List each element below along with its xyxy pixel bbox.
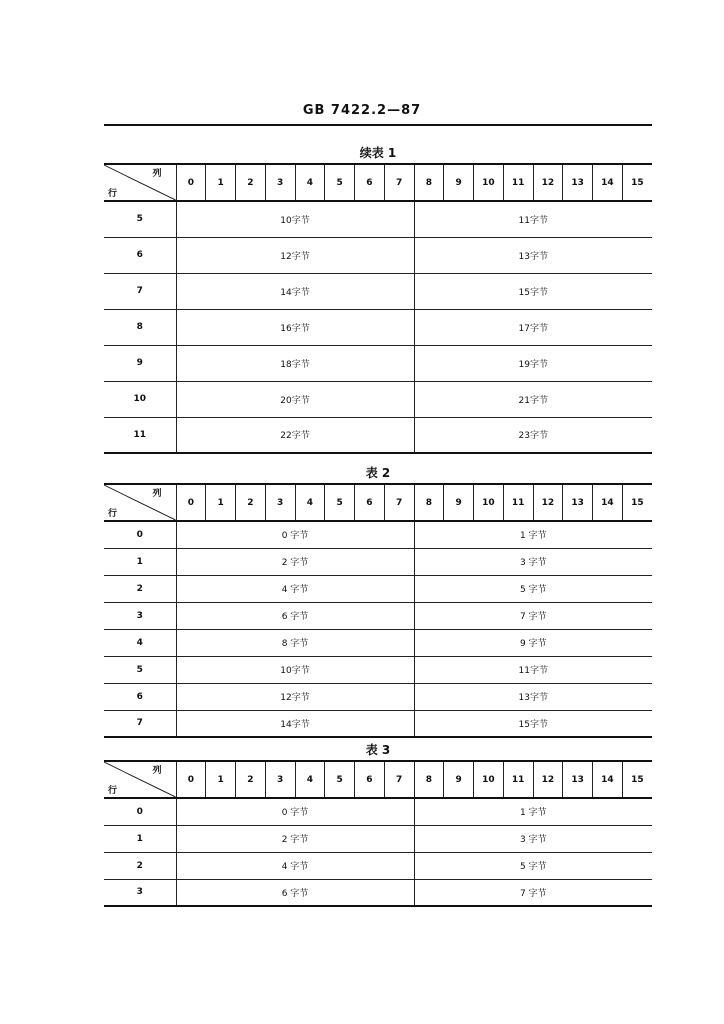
table-row bbox=[104, 852, 652, 879]
byte-cell-left: 4 字节 bbox=[176, 852, 414, 879]
row-column-corner-cell bbox=[104, 484, 176, 521]
row-axis-label: 行 bbox=[108, 189, 118, 199]
row-axis-label: 行 bbox=[108, 786, 118, 796]
column-header-cell: 12 bbox=[533, 761, 563, 798]
column-header-cell: 3 bbox=[265, 164, 295, 201]
column-header-cell: 10 bbox=[474, 484, 504, 521]
column-header-cell: 3 bbox=[265, 484, 295, 521]
byte-cell-left: 22字节 bbox=[176, 417, 414, 453]
column-header-cell: 13 bbox=[563, 484, 593, 521]
byte-cell-left: 0 字节 bbox=[176, 521, 414, 548]
column-header-cell: 0 bbox=[176, 761, 206, 798]
column-header-cell: 12 bbox=[533, 484, 563, 521]
byte-cell-right: 5 字节 bbox=[414, 575, 652, 602]
byte-cell-right: 11字节 bbox=[414, 201, 652, 237]
column-axis-label: 列 bbox=[152, 489, 162, 499]
column-header-cell: 1 bbox=[206, 484, 236, 521]
column-header-cell: 15 bbox=[622, 761, 652, 798]
row-column-corner-cell bbox=[104, 761, 176, 798]
column-axis-label: 列 bbox=[152, 169, 162, 179]
row-number-cell: 9 bbox=[104, 345, 176, 381]
byte-cell-right: 13字节 bbox=[414, 237, 652, 273]
table-row bbox=[104, 602, 652, 629]
table-row bbox=[104, 798, 652, 825]
column-header-cell: 10 bbox=[474, 164, 504, 201]
column-header-cell: 10 bbox=[474, 761, 504, 798]
column-header-cell: 9 bbox=[444, 164, 474, 201]
table-row bbox=[104, 417, 652, 453]
byte-cell-left: 12字节 bbox=[176, 237, 414, 273]
column-header-row bbox=[104, 484, 652, 521]
table-row bbox=[104, 201, 652, 237]
column-header-cell: 5 bbox=[325, 761, 355, 798]
table-row bbox=[104, 309, 652, 345]
column-header-cell: 4 bbox=[295, 484, 325, 521]
byte-cell-right: 5 字节 bbox=[414, 852, 652, 879]
column-header-cell: 8 bbox=[414, 484, 444, 521]
row-number-cell: 3 bbox=[104, 602, 176, 629]
column-header-cell: 8 bbox=[414, 164, 444, 201]
table-row bbox=[104, 575, 652, 602]
column-header-cell: 12 bbox=[533, 164, 563, 201]
table-row bbox=[104, 237, 652, 273]
table-row bbox=[104, 825, 652, 852]
column-header-cell: 15 bbox=[622, 484, 652, 521]
byte-cell-right: 15字节 bbox=[414, 273, 652, 309]
byte-cell-right: 3 字节 bbox=[414, 548, 652, 575]
row-number-cell: 5 bbox=[104, 656, 176, 683]
column-header-cell: 7 bbox=[384, 484, 414, 521]
table-row bbox=[104, 548, 652, 575]
column-header-cell: 3 bbox=[265, 761, 295, 798]
column-header-cell: 0 bbox=[176, 164, 206, 201]
column-header-cell: 9 bbox=[444, 484, 474, 521]
row-number-cell: 7 bbox=[104, 710, 176, 737]
column-header-cell: 4 bbox=[295, 761, 325, 798]
table-caption-3: 表 3 bbox=[365, 743, 391, 757]
row-axis-label: 行 bbox=[108, 509, 118, 519]
column-header-cell: 4 bbox=[295, 164, 325, 201]
row-number-cell: 11 bbox=[104, 417, 176, 453]
row-number-cell: 1 bbox=[104, 825, 176, 852]
table-row bbox=[104, 683, 652, 710]
column-header-cell: 5 bbox=[325, 164, 355, 201]
column-header-cell: 9 bbox=[444, 761, 474, 798]
row-number-cell: 5 bbox=[104, 201, 176, 237]
table-caption-2: 表 2 bbox=[365, 466, 391, 480]
row-number-cell: 4 bbox=[104, 629, 176, 656]
byte-table-2 bbox=[104, 483, 652, 738]
column-header-cell: 0 bbox=[176, 484, 206, 521]
byte-cell-right: 11字节 bbox=[414, 656, 652, 683]
row-number-cell: 3 bbox=[104, 879, 176, 906]
column-header-cell: 2 bbox=[236, 164, 266, 201]
byte-cell-right: 21字节 bbox=[414, 381, 652, 417]
byte-cell-left: 2 字节 bbox=[176, 548, 414, 575]
byte-cell-left: 18字节 bbox=[176, 345, 414, 381]
row-number-cell: 1 bbox=[104, 548, 176, 575]
table-row bbox=[104, 710, 652, 737]
column-axis-label: 列 bbox=[152, 766, 162, 776]
column-header-cell: 1 bbox=[206, 164, 236, 201]
column-header-cell: 15 bbox=[622, 164, 652, 201]
table-row bbox=[104, 273, 652, 309]
column-header-cell: 14 bbox=[593, 761, 623, 798]
table-row bbox=[104, 521, 652, 548]
table-caption-continued-1: 续表 1 bbox=[359, 146, 397, 160]
column-header-cell: 11 bbox=[503, 164, 533, 201]
column-header-cell: 7 bbox=[384, 164, 414, 201]
byte-cell-left: 10字节 bbox=[176, 656, 414, 683]
byte-cell-left: 6 字节 bbox=[176, 602, 414, 629]
row-number-cell: 10 bbox=[104, 381, 176, 417]
column-header-cell: 7 bbox=[384, 761, 414, 798]
table-row bbox=[104, 345, 652, 381]
row-number-cell: 2 bbox=[104, 852, 176, 879]
column-header-cell: 2 bbox=[236, 761, 266, 798]
byte-cell-left: 0 字节 bbox=[176, 798, 414, 825]
byte-cell-right: 3 字节 bbox=[414, 825, 652, 852]
byte-cell-left: 12字节 bbox=[176, 683, 414, 710]
byte-cell-left: 10字节 bbox=[176, 201, 414, 237]
byte-cell-right: 19字节 bbox=[414, 345, 652, 381]
byte-cell-left: 2 字节 bbox=[176, 825, 414, 852]
column-header-cell: 6 bbox=[355, 164, 385, 201]
row-number-cell: 2 bbox=[104, 575, 176, 602]
row-number-cell: 0 bbox=[104, 521, 176, 548]
column-header-row bbox=[104, 761, 652, 798]
column-header-cell: 11 bbox=[503, 484, 533, 521]
standard-number: GB 7422.2—87 bbox=[302, 103, 422, 118]
column-header-cell: 14 bbox=[593, 164, 623, 201]
byte-cell-right: 17字节 bbox=[414, 309, 652, 345]
table-row bbox=[104, 879, 652, 906]
column-header-cell: 5 bbox=[325, 484, 355, 521]
byte-cell-left: 20字节 bbox=[176, 381, 414, 417]
row-number-cell: 8 bbox=[104, 309, 176, 345]
byte-cell-left: 4 字节 bbox=[176, 575, 414, 602]
column-header-row bbox=[104, 164, 652, 201]
column-header-cell: 6 bbox=[355, 484, 385, 521]
row-number-cell: 6 bbox=[104, 683, 176, 710]
column-header-cell: 2 bbox=[236, 484, 266, 521]
byte-cell-right: 23字节 bbox=[414, 417, 652, 453]
byte-cell-right: 9 字节 bbox=[414, 629, 652, 656]
row-column-corner-cell bbox=[104, 164, 176, 201]
byte-cell-left: 14字节 bbox=[176, 273, 414, 309]
byte-cell-left: 8 字节 bbox=[176, 629, 414, 656]
column-header-cell: 14 bbox=[593, 484, 623, 521]
byte-cell-left: 6 字节 bbox=[176, 879, 414, 906]
byte-cell-right: 7 字节 bbox=[414, 602, 652, 629]
byte-cell-left: 14字节 bbox=[176, 710, 414, 737]
byte-cell-right: 7 字节 bbox=[414, 879, 652, 906]
byte-cell-left: 16字节 bbox=[176, 309, 414, 345]
byte-cell-right: 1 字节 bbox=[414, 798, 652, 825]
column-header-cell: 8 bbox=[414, 761, 444, 798]
column-header-cell: 13 bbox=[563, 164, 593, 201]
table-row bbox=[104, 656, 652, 683]
row-number-cell: 0 bbox=[104, 798, 176, 825]
byte-table-3 bbox=[104, 760, 652, 907]
header-rule bbox=[104, 124, 652, 126]
byte-cell-right: 15字节 bbox=[414, 710, 652, 737]
column-header-cell: 6 bbox=[355, 761, 385, 798]
column-header-cell: 11 bbox=[503, 761, 533, 798]
table-row bbox=[104, 381, 652, 417]
row-number-cell: 6 bbox=[104, 237, 176, 273]
column-header-cell: 1 bbox=[206, 761, 236, 798]
byte-table-continued-1 bbox=[104, 163, 652, 454]
row-number-cell: 7 bbox=[104, 273, 176, 309]
byte-cell-right: 13字节 bbox=[414, 683, 652, 710]
byte-cell-right: 1 字节 bbox=[414, 521, 652, 548]
table-row bbox=[104, 629, 652, 656]
column-header-cell: 13 bbox=[563, 761, 593, 798]
